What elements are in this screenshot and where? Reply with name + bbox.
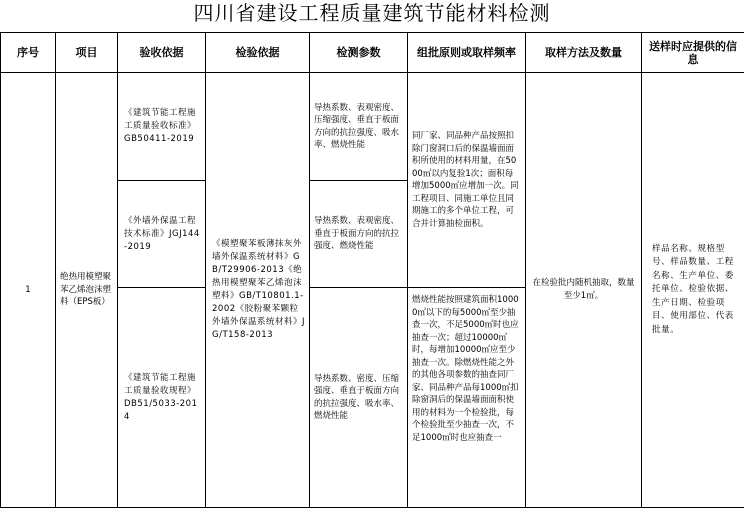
cell-batch-1: 同厂家、同品种产品按照扣除门窗洞口后的保温墙面面积所使用的材料用量，在5000㎡以内复验1次；面积每增加5000㎡应增加一次。同工程项目、同施工单位且同期施工的多个单位工程，可合并计算抽检面积。 (408, 73, 526, 288)
header-project: 项目 (56, 33, 118, 73)
header-params: 检测参数 (310, 33, 408, 73)
header-acceptance: 验收依据 (118, 33, 206, 73)
cell-index: 1 (1, 73, 56, 508)
cell-batch-2: 燃烧性能按照建筑面积10000㎡以下的每5000㎡至少抽查一次，不足5000㎡时也应抽查一次；超过10000㎡时，每增加10000㎡应至少抽查一次。除燃烧性能之外的其他各项参数的抽查同厂家、同品种产品每1000㎡扣除窗洞后的保温墙面面积使用的材料为一个检验批，每个检验批至少抽查一次，不足1000㎡时也应抽查一 (408, 288, 526, 508)
header-index: 序号 (1, 33, 56, 73)
cell-acceptance-2: 《外墙外保温工程技术标准》JGJ144-2019 (118, 181, 206, 288)
header-batch: 组批原则或取样频率 (408, 33, 526, 73)
cell-info: 样品名称、规格型号、样品数量、工程名称、生产单位、委托单位、检验依据、生产日期、检验项目、使用部位、代表批量。 (642, 73, 744, 508)
cell-acceptance-3: 《建筑节能工程施工质量验收规程》DB51/5033-2014 (118, 288, 206, 508)
header-sampling: 取样方法及数量 (526, 33, 642, 73)
cell-project: 绝热用模塑聚苯乙烯泡沫塑料（EPS板） (56, 73, 118, 508)
cell-acceptance-1: 《建筑节能工程施工质量验收标准》GB50411-2019 (118, 73, 206, 181)
cell-params-3: 导热系数、密度、压缩强度、垂直于板面方向的抗拉强度、吸水率、燃烧性能 (310, 288, 408, 508)
cell-params-1: 导热系数、表观密度、压缩强度、垂直于板面方向的抗拉强度、吸水率、燃烧性能 (310, 73, 408, 181)
table-row (1, 73, 744, 181)
materials-table (0, 32, 744, 508)
header-info: 送样时应提供的信息 (642, 33, 744, 73)
page-title: 四川省建设工程质量建筑节能材料检测 (0, 0, 744, 32)
cell-inspection: 《模塑聚苯板薄抹灰外墙外保温系统材料》GB/T29906-2013《绝热用模塑聚苯乙烯泡沫塑料》GB/T10801.1-2002《胶粉聚苯颗粒外墙外保温系统材料》JG/T158-2013 (206, 73, 310, 508)
table-header-row (1, 33, 744, 73)
cell-sampling: 在检验批内随机抽取，数量至少1㎡。 (526, 73, 642, 508)
header-inspection: 检验依据 (206, 33, 310, 73)
cell-params-2: 导热系数、表观密度、垂直于板面方向的抗拉强度、燃烧性能 (310, 181, 408, 288)
